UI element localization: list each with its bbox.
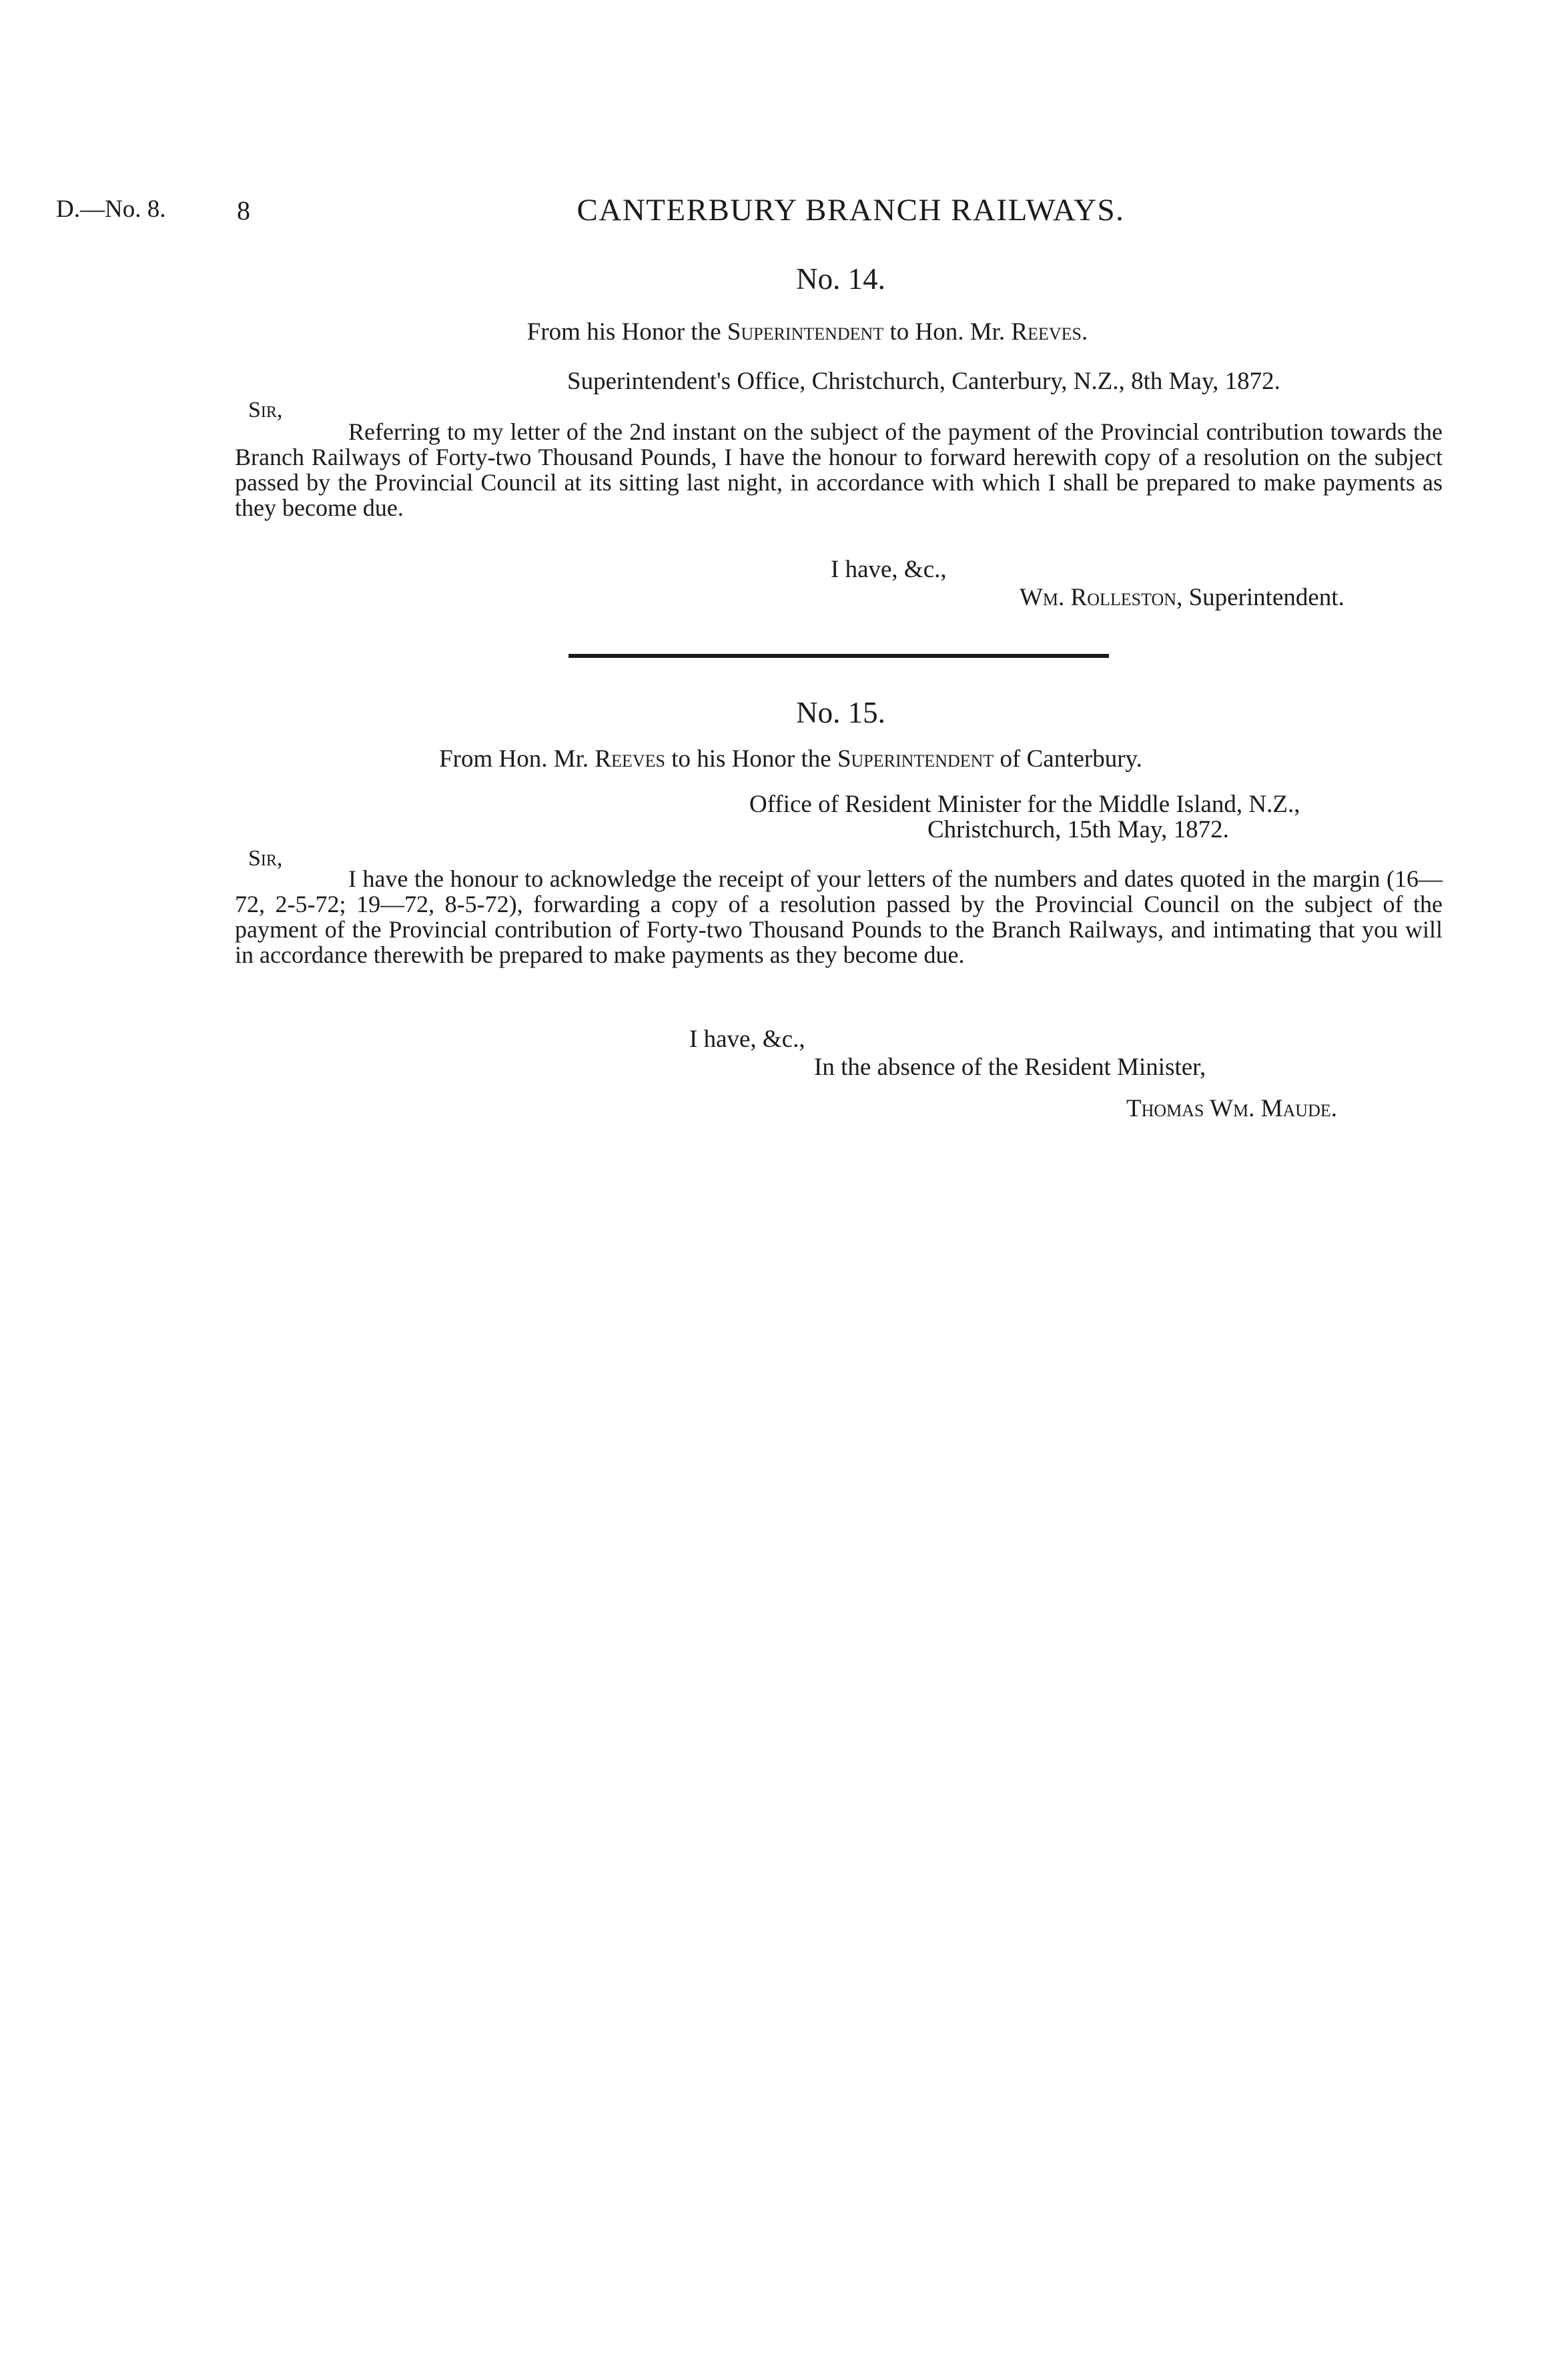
- signature-name: Wm. Rolleston: [1020, 584, 1177, 611]
- letter-body: I have the honour to acknowledge the receipt of your letters of the numbers and dates quoted in the margin (16—72, 2-5-72; 19—72, 8-5-72), forwarding a copy of a resolution passed by the Provincial Council on the subject of the payment of the Provincial contribution of Forty-two Thousand Pounds to the Branch Railways, and intimating that you will in accordance therewith be prepared to make payments as they become due.: [235, 865, 1443, 968]
- page-number: 8: [237, 195, 250, 226]
- signature: [1020, 583, 1344, 612]
- from-recipient: Superintendent: [837, 745, 994, 773]
- from-suffix: of Canterbury.: [994, 745, 1142, 773]
- letter-body: Referring to my letter of the 2nd instant on the subject of the payment of the Provincial contribution towards the Branch Railways of Forty-two Thousand Pounds, I have the honour to forward herewith copy of a resolution on the subject passed by the Provincial Council at its sitting last night, in accordance with which I shall be prepared to make payments as they become due.: [235, 418, 1443, 521]
- place-line-2: Christchurch, 15th May, 1872.: [927, 816, 1229, 843]
- closing-line-1: I have, &c.,: [689, 1026, 805, 1053]
- from-suffix: .: [1081, 318, 1088, 346]
- salutation: Sir,: [248, 398, 283, 422]
- from-sender: Superintendent: [727, 318, 884, 346]
- from-mid: to his Honor the: [665, 745, 837, 773]
- letter-number: No. 14.: [796, 262, 885, 296]
- letter-number: No. 15.: [796, 696, 885, 729]
- from-sender: Reeves: [595, 745, 665, 773]
- signature-name: Thomas Wm. Maude.: [1126, 1095, 1337, 1122]
- letter-from-line: [0, 745, 1568, 773]
- from-prefix: From his Honor the: [526, 318, 727, 346]
- place-date: Superintendent's Office, Christchurch, Canterbury, N.Z., 8th May, 1872.: [567, 368, 1280, 395]
- salutation: Sir,: [248, 846, 283, 871]
- from-mid: to Hon. Mr.: [883, 318, 1012, 346]
- from-prefix: From Hon. Mr.: [439, 745, 595, 773]
- section-divider: [568, 654, 1109, 658]
- closing: I have, &c.,: [831, 556, 947, 583]
- document-reference: D.—No. 8.: [56, 195, 166, 223]
- letter-from-line: [0, 318, 1568, 346]
- from-recipient: Reeves: [1011, 318, 1082, 346]
- signature-title: , Superintendent.: [1176, 584, 1344, 611]
- page-title: CANTERBURY BRANCH RAILWAYS.: [576, 193, 1125, 228]
- place-line-1: Office of Resident Minister for the Middle Island, N.Z.,: [749, 791, 1300, 818]
- closing-line-2: In the absence of the Resident Minister,: [814, 1054, 1206, 1081]
